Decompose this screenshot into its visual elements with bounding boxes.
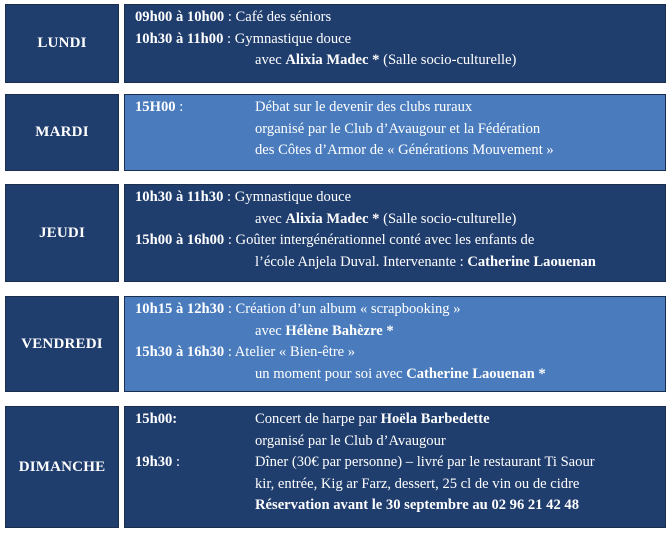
time-slot: 19h30 <box>135 454 173 470</box>
activity-text: : Gymnastique douce <box>223 30 352 47</box>
activity-text: avec <box>255 52 286 68</box>
activity-text: : Café des séniors <box>224 9 332 25</box>
day-label-jeudi: JEUDI <box>5 184 119 282</box>
reservation-info: Réservation avant le 30 septembre au 02 96 21 42 48 <box>255 497 580 513</box>
schedule-line <box>135 119 665 141</box>
activity-text: organisé par le Club d’Avaugour et la Fédération <box>255 120 541 137</box>
schedule-line <box>135 252 665 274</box>
schedule-line <box>135 452 665 474</box>
time-slot: 09h00 à 10h00 <box>135 9 225 25</box>
activity-text: : Atelier « Bien-être » <box>224 344 356 360</box>
activity-text: un moment pour soi avec <box>255 365 407 382</box>
activity-text: : Gymnastique douce <box>223 189 352 205</box>
day-label-lundi: LUNDI <box>5 4 119 83</box>
time-slot: 15h00 à 16h00 <box>135 232 225 248</box>
time-slot: 15H00 <box>135 99 176 115</box>
day-label-vendredi: VENDREDI <box>5 296 119 392</box>
schedule-line <box>135 364 665 386</box>
schedule-content-jeudi <box>124 184 666 282</box>
day-label-mardi: MARDI <box>5 94 119 171</box>
presenter-name: Alixia Madec * <box>285 52 380 68</box>
schedule-line <box>135 50 665 72</box>
activity-text: : Création d’un album « scrapbooking » <box>224 301 461 317</box>
schedule-content-dimanche <box>124 406 666 528</box>
activity-text: (Salle socio-culturelle) <box>379 52 517 68</box>
schedule-line <box>135 431 665 453</box>
presenter-name: Catherine Laouenan <box>467 253 596 270</box>
schedule-line <box>135 321 665 343</box>
schedule-content-mardi <box>124 94 666 171</box>
schedule-row-dimanche <box>5 406 666 528</box>
time-slot: 10h30 à 11h30 <box>135 189 224 205</box>
schedule-line <box>135 474 665 496</box>
activity-text: l’école Anjela Duval. Intervenante : <box>255 253 468 270</box>
schedule-line <box>135 140 665 162</box>
activity-text: avec <box>255 210 286 227</box>
schedule-row-jeudi <box>5 184 666 282</box>
time-slot: 10h15 à 12h30 <box>135 301 225 317</box>
activity-text: kir, entrée, Kig ar Farz, dessert, 25 cl de vin ou de cidre <box>255 475 580 492</box>
activity-text: Dîner (30€ par personne) – livré par le restaurant Ti Saour <box>255 454 595 470</box>
activity-text: des Côtes d’Armor de « Générations Mouvement » <box>255 142 554 158</box>
schedule-line <box>135 409 665 431</box>
schedule-line <box>135 299 665 321</box>
presenter-name: Hélène Bahèzre * <box>285 322 394 339</box>
activity-text: avec <box>255 322 286 339</box>
schedule-line <box>135 209 665 231</box>
activity-text: : Goûter intergénérationnel conté avec les enfants de <box>224 232 535 248</box>
day-label-dimanche: DIMANCHE <box>5 406 119 528</box>
activity-text: Concert de harpe par <box>255 411 381 427</box>
schedule-line <box>135 342 665 364</box>
time-separator: : <box>175 99 184 115</box>
schedule-content-vendredi <box>124 296 666 392</box>
schedule-line <box>135 29 665 51</box>
presenter-name: Hoëla Barbedette <box>380 411 490 427</box>
activity-text: (Salle socio-culturelle) <box>379 210 517 227</box>
schedule-row-lundi <box>5 4 666 83</box>
time-separator: : <box>172 454 181 470</box>
presenter-name: Catherine Laouenan * <box>406 365 546 382</box>
schedule-line <box>135 97 665 119</box>
time-slot: 15h00: <box>135 411 178 427</box>
activity-text: Débat sur le devenir des clubs ruraux <box>255 99 473 115</box>
schedule-row-vendredi <box>5 296 666 392</box>
schedule-content-lundi <box>124 4 666 83</box>
activity-text: organisé par le Club d’Avaugour <box>255 432 446 449</box>
time-slot: 15h30 à 16h30 <box>135 344 225 360</box>
schedule-line <box>135 187 665 209</box>
schedule-line <box>135 495 665 517</box>
presenter-name: Alixia Madec * <box>285 210 380 227</box>
time-slot: 10h30 à 11h00 <box>135 30 224 47</box>
schedule-line <box>135 230 665 252</box>
schedule-row-mardi <box>5 94 666 171</box>
schedule-line <box>135 7 665 29</box>
